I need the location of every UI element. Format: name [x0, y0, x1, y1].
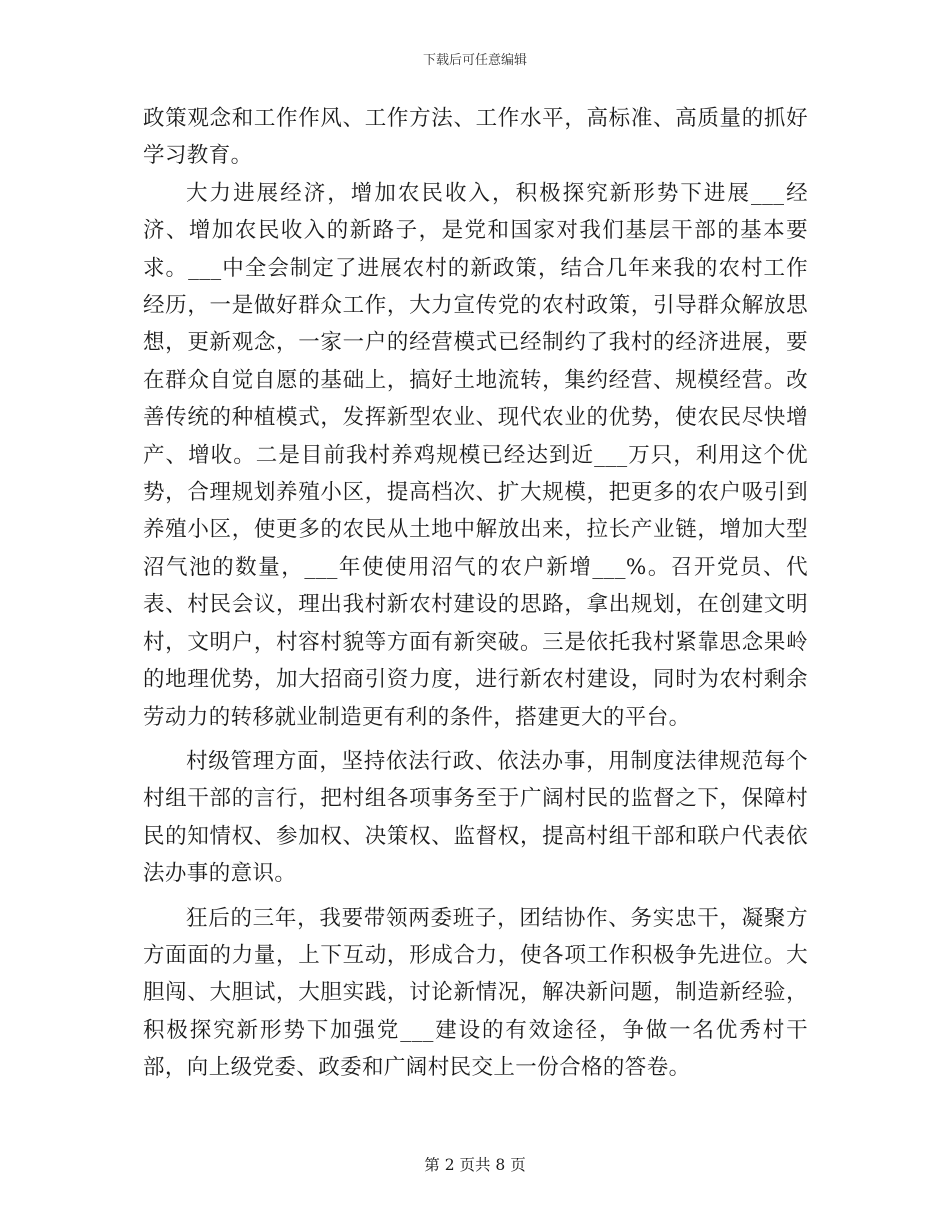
paragraph-continuation: 政策观念和工作作风、工作方法、工作水平，高标准、高质量的抓好学习教育。 [143, 106, 808, 169]
paragraph-economy: 大力进展经济，增加农民收入，积极探究新形势下进展___经济、增加农民收入的新路子，是党和国家对我们基层干部的基本要求。___中全会制定了进展农村的新政策，结合几年来我的农村工作经历，一是做好群众工作，大力宣传党的农村政策，引导群众解放思想，更新观念，一家一户的经营模式已经制约了我村的经济进展，要在群众自觉自愿的基础上，搞好土地流转，集约经营、规模经营。改善传统的种植模式，发挥新型农业、现代农业的优势，使农民尽快增产、增收。二是目前我村养鸡规模已经达到近___万只，利用这个优势，合理规划养殖小区，提高档次、扩大规模，把更多的农户吸引到养殖小区，使更多的农民从土地中解放出来，拉长产业链，增加大型沼气池的数量，___年使使用沼气的农户新增___%。召开党员、代表、村民会议，理出我村新农村建设的思路，拿出规划，在创建文明村，文明户，村容村貌等方面有新突破。三是依托我村紧靠思念果岭的地理优势，加大招商引资力度，进行新农村建设，同时为农村剩余劳动力的转移就业制造更有利的条件，搭建更大的平台。 [143, 180, 808, 730]
paragraph-next-three-years: 狂后的三年，我要带领两委班子，团结协作、务实忠干，凝聚方方面面的力量，上下互动，形成合力，使各项工作积极争先进位。大胆闯、大胆试，大胆实践，讨论新情况，解决新问题，制造新经验，积极探究新形势下加强党___建设的有效途径，争做一名优秀村干部，向上级党委、政委和广阔村民交上一份合格的答卷。 [143, 905, 808, 1081]
document-body [143, 100, 808, 1087]
page-header: 下载后可任意编辑 [422, 53, 527, 68]
paragraph-village-management: 村级管理方面，坚持依法行政、依法办事，用制度法律规范每个村组干部的言行，把村组各项事务至于广阔村民的监督之下，保障村民的知情权、参加权、决策权、监督权，提高村组干部和联户代表依法办事的意识。 [143, 748, 808, 887]
page-number: 第 2 页共 8 页 [424, 1156, 526, 1174]
